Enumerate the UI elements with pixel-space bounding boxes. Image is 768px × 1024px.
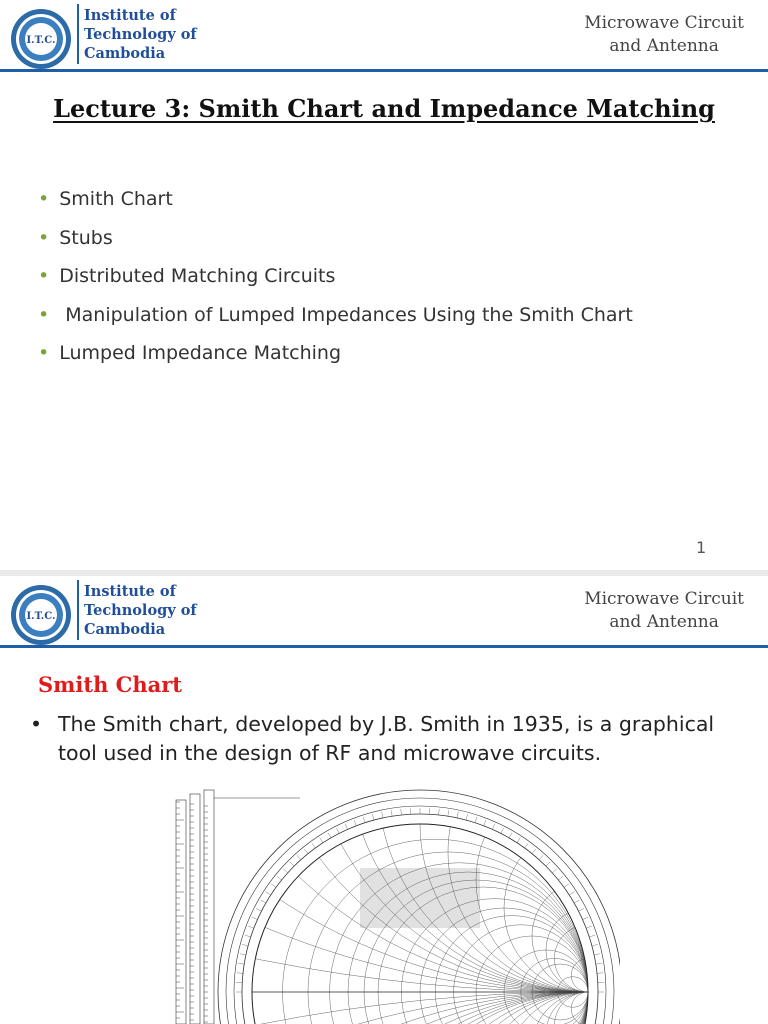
section-title: Smith Chart: [38, 672, 182, 697]
list-item: [38, 334, 633, 373]
svg-text:I.T.C.: I.T.C.: [26, 611, 56, 622]
list-item: [38, 296, 633, 335]
institute-name: [84, 6, 197, 63]
course-line: and Antenna: [609, 36, 719, 56]
bullet-icon: •: [38, 303, 50, 326]
list-item: [38, 180, 633, 219]
bullet-icon: •: [38, 188, 50, 210]
smith-chart-figure: [170, 772, 620, 1024]
course-title: [584, 12, 744, 58]
course-line: and Antenna: [609, 612, 719, 632]
smith-chart-image: [170, 772, 620, 1024]
institute-line: Cambodia: [84, 621, 166, 638]
lecture-title: Lecture 3: Smith Chart and Impedance Matching: [53, 94, 715, 123]
course-line: Microwave Circuit: [584, 13, 744, 33]
list-item-text: Distributed Matching Circuits: [59, 265, 336, 287]
course-line: Microwave Circuit: [584, 589, 744, 609]
itc-logo-icon: [10, 584, 72, 646]
institute-line: Institute of: [84, 583, 176, 600]
svg-text:I.T.C.: I.T.C.: [26, 35, 56, 46]
list-item-text: Lumped Impedance Matching: [59, 342, 342, 364]
slide-header: [0, 0, 768, 72]
itc-logo-icon: [10, 8, 72, 70]
header-rule: [0, 645, 768, 648]
header-divider: [77, 580, 79, 640]
intro-paragraph: [30, 710, 740, 768]
institute-line: Institute of: [84, 7, 176, 24]
slide-2: [0, 576, 768, 1024]
list-item: [38, 257, 633, 296]
list-item-text: Stubs: [59, 226, 113, 249]
course-title: [584, 588, 744, 634]
bullet-icon: •: [38, 226, 50, 249]
institute-line: Cambodia: [84, 45, 166, 62]
institute-line: Technology of: [84, 26, 197, 43]
page-number: 1: [696, 538, 707, 557]
bullet-icon: •: [30, 712, 43, 736]
scale-rulers: [176, 790, 300, 1024]
topic-list: [38, 180, 633, 373]
list-item: [38, 219, 633, 258]
institute-name: [84, 582, 197, 639]
header-divider: [77, 4, 79, 64]
bullet-icon: •: [38, 342, 50, 364]
bullet-icon: •: [38, 265, 50, 287]
list-item-text: Manipulation of Lumped Impedances Using the Smith Chart: [59, 303, 633, 326]
slide-header: [0, 576, 768, 648]
paragraph-text: The Smith chart, developed by J.B. Smith in 1935, is a graphical tool used in the design of RF and microwave circuits.: [58, 712, 715, 765]
header-rule: [0, 69, 768, 72]
institute-line: Technology of: [84, 602, 197, 619]
list-item-text: Smith Chart: [59, 188, 173, 210]
